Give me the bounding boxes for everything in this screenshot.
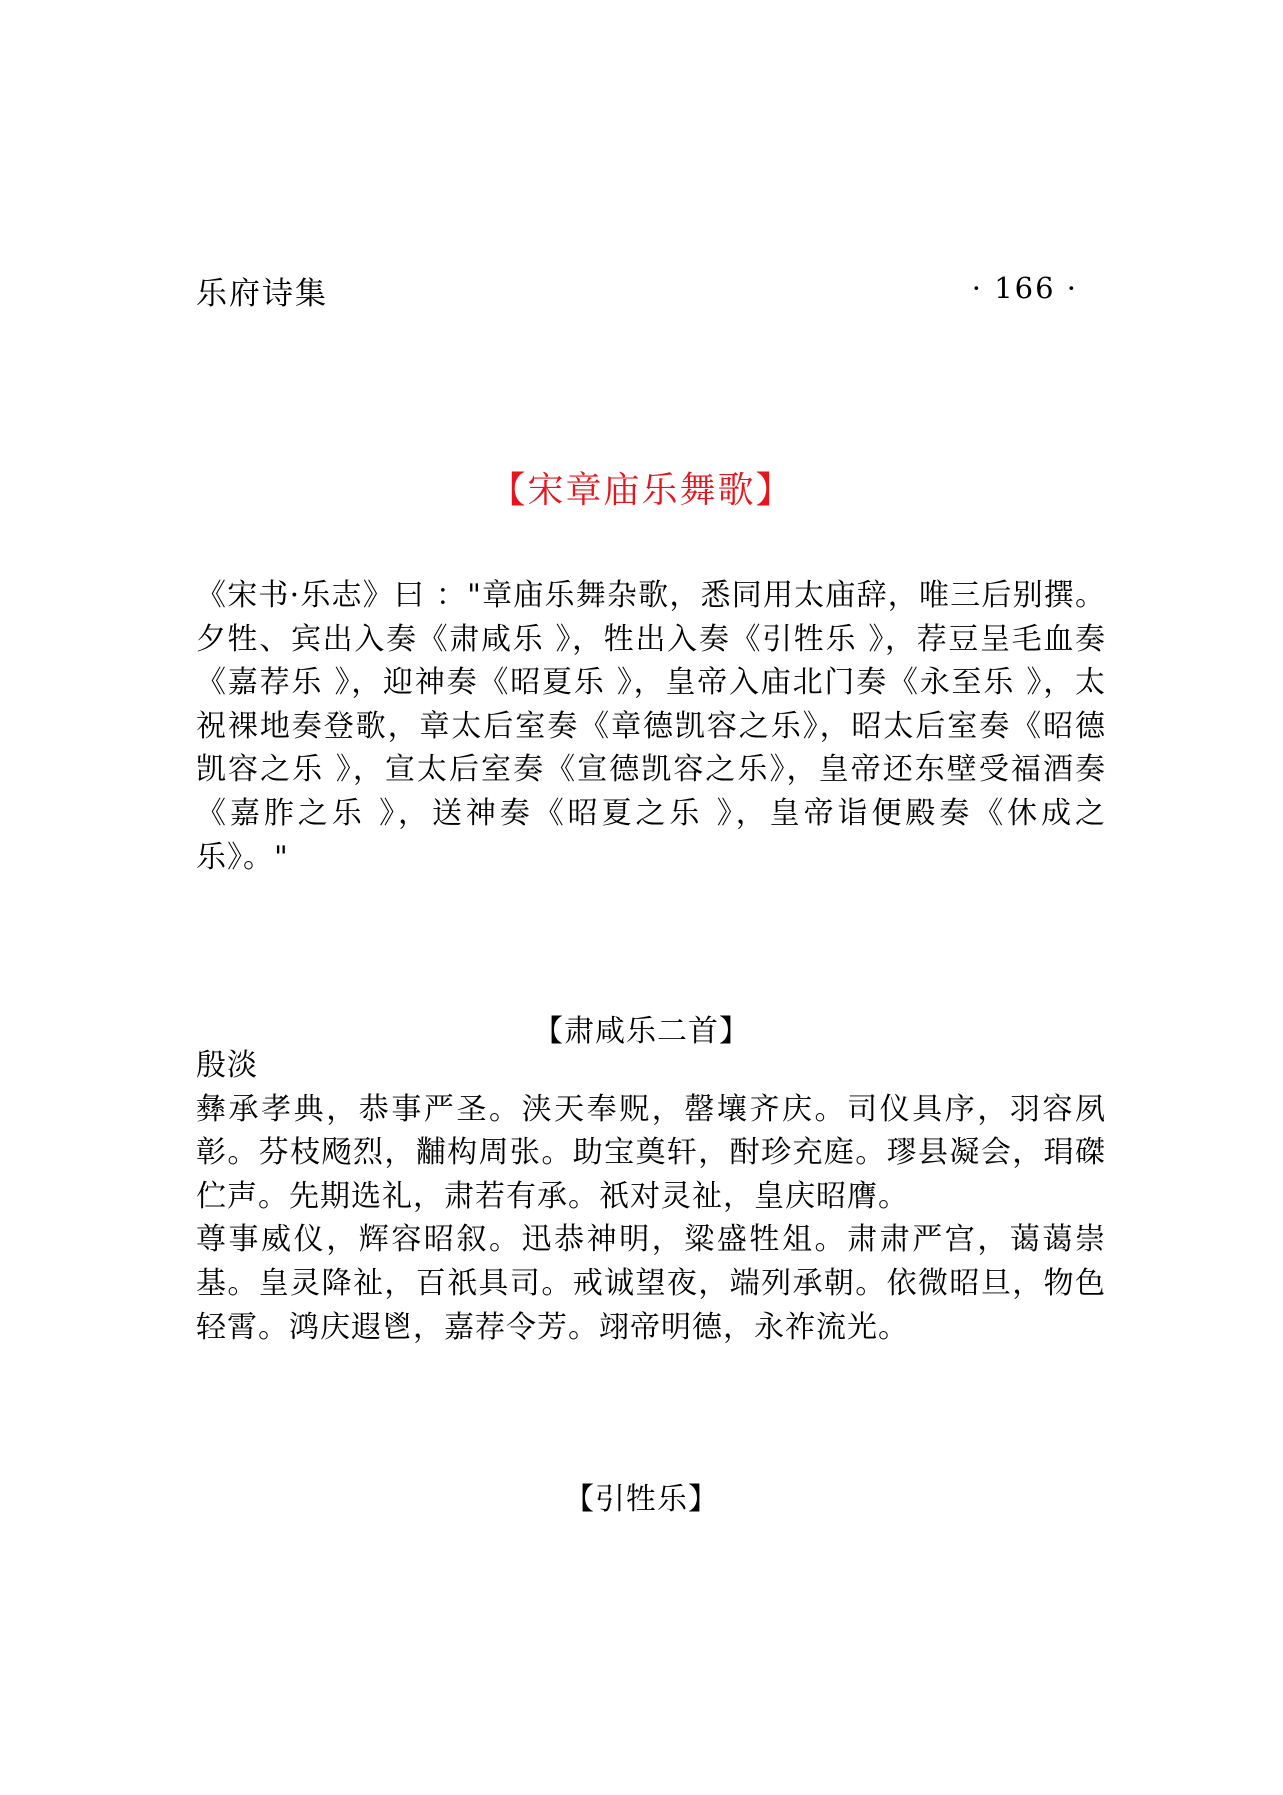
page-number: · 166 · xyxy=(971,271,1078,305)
intro-paragraph xyxy=(196,574,1106,879)
poem-stanza: 彝承孝典，恭事严圣。浃天奉贶，罄壤齐庆。司仪具序，羽容夙彰。芬枝飏烈，黼构周张。助宝奠轩，酎珍充庭。璆县凝会，琄磔伫声。先期选礼，肃若有承。祇对灵祉，皇庆昭膺。 xyxy=(196,1091,1106,1214)
chapter-title: 【宋章庙乐舞歌】 xyxy=(489,470,794,511)
intro-text: 《宋书·乐志》曰 ："章庙乐舞杂歌，悉同用太庙辞，唯三后别撰。夕牲、宾出入奏《肃咸乐 》，牲出入奏《引牲乐 》，荐豆呈毛血奏《嘉荐乐 》，迎神奏《昭夏乐 》，皇帝入庙北门奏《永至乐 》，太祝裸地奏登歌，章太后室奏《章德凯容之乐》，昭太后室奏《昭德凯容之乐 》，宣太后室奏《宣德凯容之乐》，皇帝还东壁受福酒奏《嘉胙之乐 》，送神奏《昭夏之乐 》，皇帝诣便殿奏《休成之乐》。" xyxy=(196,578,1106,875)
poem-stanza: 尊事威仪，辉容昭叙。迅恭神明，粱盛牲俎。肃肃严宫，蔼蔼崇基。皇灵降祉，百祇具司。戒诚望夜，端列承朝。依微昭旦，物色轻霄。鸿庆遐鬯，嘉荐令芳。翊帝明德，永祚流光。 xyxy=(196,1222,1106,1345)
poem-body xyxy=(196,1044,1106,1349)
poem-author: 殷淡 xyxy=(196,1048,258,1083)
section-title-yinshengle: 【引牲乐】 xyxy=(564,1482,719,1517)
section-title-suxianle: 【肃咸乐二首】 xyxy=(533,1014,750,1049)
running-header-title: 乐府诗集 xyxy=(196,276,328,312)
